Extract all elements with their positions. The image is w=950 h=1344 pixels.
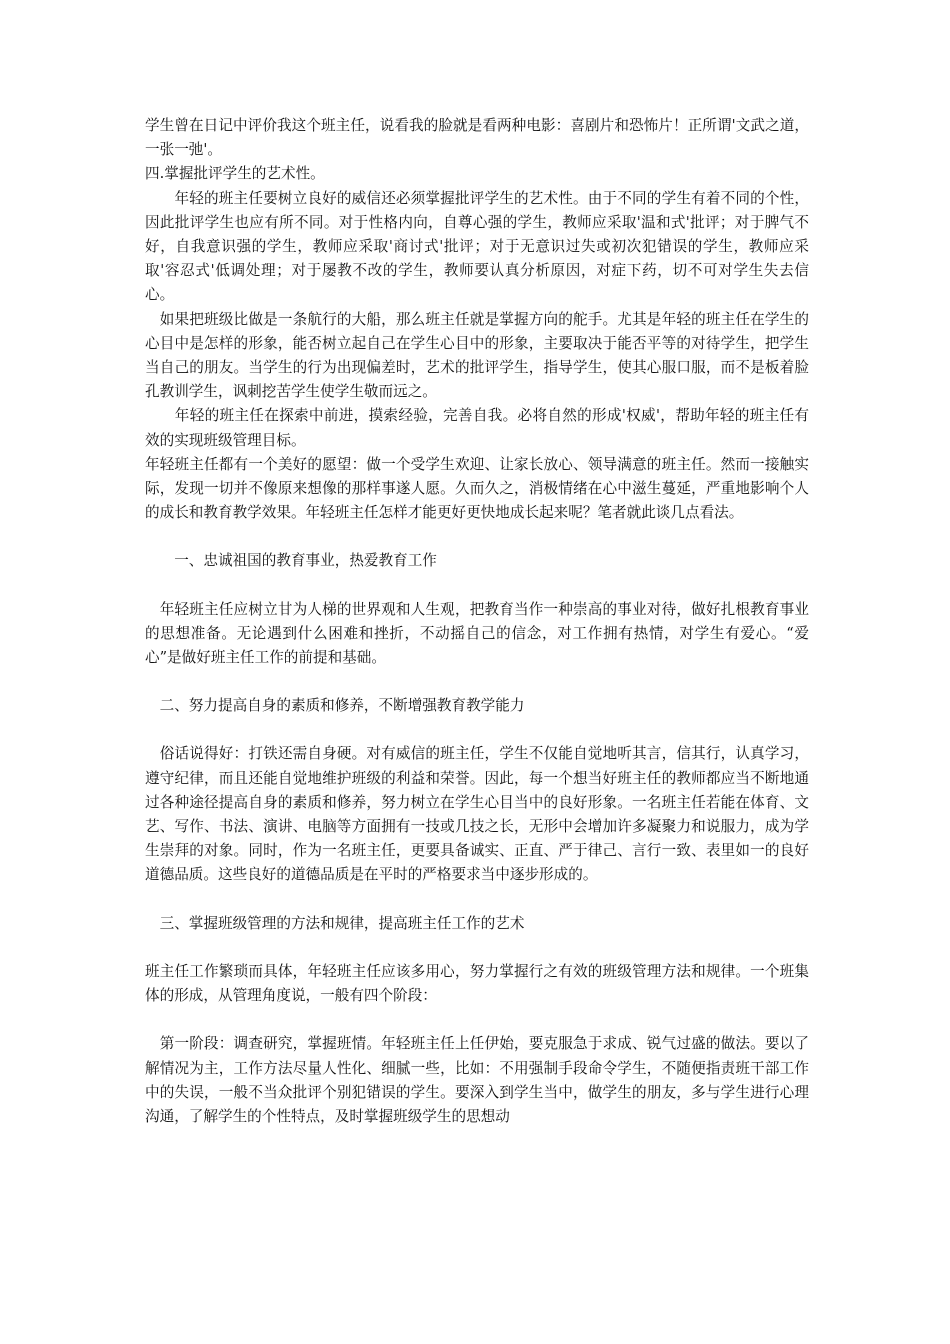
document-page — [145, 114, 809, 1129]
paragraph-ship-helmsman: 如果把班级比做是一条航行的大船，那么班主任就是掌握方向的舵手。尤其是年轻的班主任在学生的心目中是怎样的形象，能否树立起自己在学生心目中的形象，主要取决于能否平等的对待学生，把学生当自己的朋友。当学生的行为出现偏差时，艺术的批评学生，指导学生，使其心服口服，而不是板着脸孔教训学生，讽刺挖苦学生使学生敬而远之。 — [145, 310, 809, 401]
paragraph-diary-comment: 学生曾在日记中评价我这个班主任，说看我的脸就是看两种电影：喜剧片和恐怖片！正所谓'文武之道，一张一弛'。 — [145, 117, 809, 159]
paragraph-section-2: 俗话说得好：打铁还需自身硬。对有威信的班主任，学生不仅能自觉地听其言，信其行，认真学习，遵守纪律，而且还能自觉地维护班级的利益和荣誉。因此，每一个想当好班主任的教师都应当不断地通过各种途径提高自身的素质和修养，努力树立在学生心目当中的良好形象。一名班主任若能在体育、文艺、写作、书法、演讲、电脑等方面拥有一技或几技之长，无形中会增加许多凝聚力和说服力，成为学生崇拜的对象。同时，作为一名班主任，更要具备诚实、正直、严于律己、言行一致、表里如一的良好道德品质。这些良好的道德品质是在平时的严格要求当中逐步形成的。 — [145, 745, 809, 884]
paragraph-young-teacher-wish: 年轻班主任都有一个美好的愿望：做一个受学生欢迎、让家长放心、领导满意的班主任。然而一接触实际，发现一切并不像原来想像的那样事遂人愿。久而久之，消极情绪在心中滋生蔓延，严重地影响个人的成长和教育教学效果。年轻班主任怎样才能更好更快地成长起来呢？笔者就此谈几点看法。 — [145, 455, 809, 522]
section-heading-3: 三、掌握班级管理的方法和规律，提高班主任工作的艺术 — [145, 914, 525, 932]
section-heading-criticism-art: 四.掌握批评学生的艺术性。 — [145, 165, 325, 183]
section-heading-1: 一、忠诚祖国的教育事业，热爱教育工作 — [145, 552, 437, 570]
paragraph-criticism-styles: 年轻的班主任要树立良好的威信还必须掌握批评学生的艺术性。由于不同的学生有着不同的个性，因此批评学生也应有所不同。对于性格内向，自尊心强的学生，教师应采取'温和式'批评；对于脾气不好，自我意识强的学生，教师应采取'商讨式'批评；对于无意识过失或初次犯错误的学生，教师应采取'容忍式'低调处理；对于屡教不改的学生，教师要认真分析原因，对症下药，切不可对学生失去信心。 — [145, 189, 809, 304]
paragraph-stage-1: 第一阶段：调查研究，掌握班情。年轻班主任上任伊始，要克服急于求成、锐气过盛的做法。要以了解情况为主，工作方法尽量人性化、细腻一些，比如：不用强制手段命令学生，不随便指责班干部工作中的失误，一般不当众批评个别犯错误的学生。要深入到学生当中，做学生的朋友，多与学生进行心理沟通，了解学生的个性特点，及时掌握班级学生的思想动 — [145, 1035, 809, 1125]
section-heading-2: 二、努力提高自身的素质和修养，不断增强教育教学能力 — [145, 697, 525, 715]
paragraph-section-1: 年轻班主任应树立甘为人梯的世界观和人生观，把教育当作一种崇高的事业对待，做好扎根教育事业的思想准备。无论遇到什么困难和挫折，不动摇自己的信念，对工作拥有热情，对学生有爱心。“爱心”是做好班主任工作的前提和基础。 — [145, 600, 809, 667]
paragraph-section-3: 班主任工作繁琐而具体，年轻班主任应该多用心，努力掌握行之有效的班级管理方法和规律。一个班集体的形成，从管理角度说，一般有四个阶段： — [145, 962, 809, 1005]
paragraph-explore-progress: 年轻的班主任在探索中前进，摸索经验，完善自我。必将自然的形成'权威'，帮助年轻的班主任有效的实现班级管理目标。 — [145, 407, 809, 449]
